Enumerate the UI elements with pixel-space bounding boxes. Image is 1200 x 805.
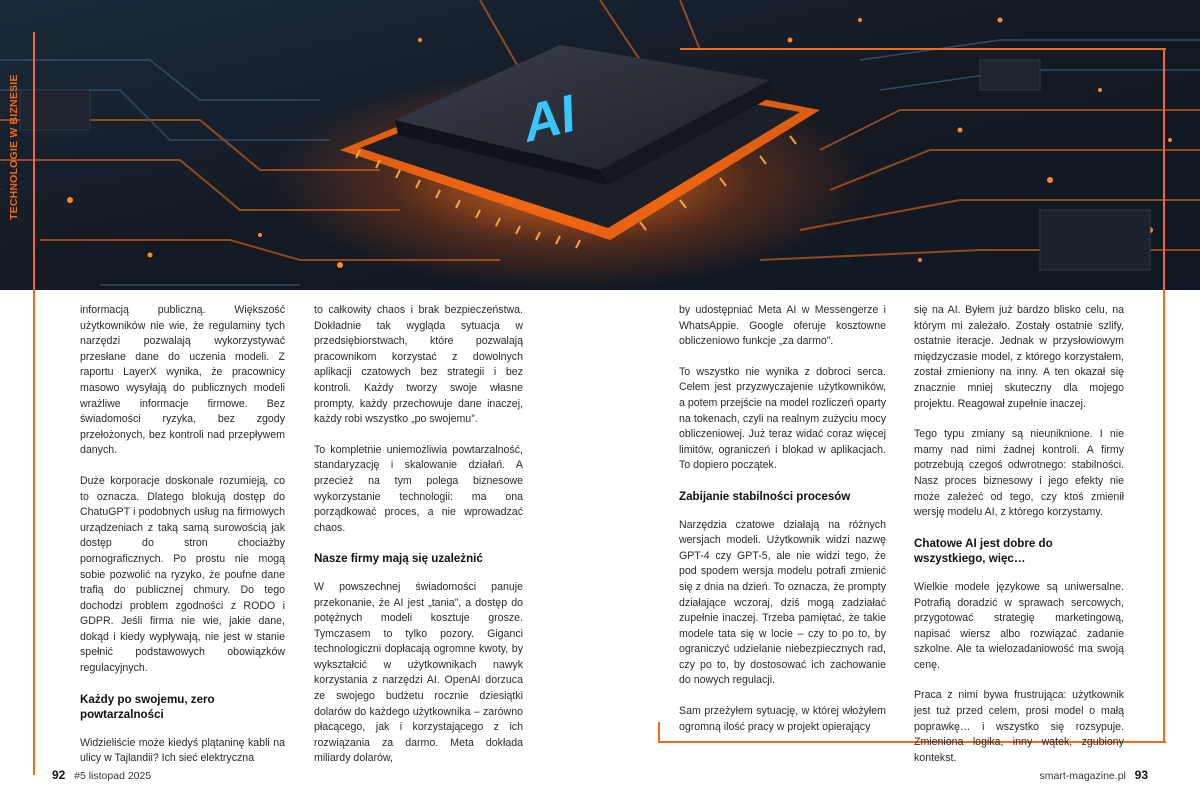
paragraph: się na AI. Byłem już bardzo blisko celu, na którym mi zależało. Zostały ostatnie szlify, ostatnie iteracje. Jednak w przysłowiowym międzyczasie model, z którego korzystałem, został zmieniony na inny. A ten okazał się znacznie mniej skuteczny dla mojego projektu. Reagował zupełnie inaczej. bbox=[914, 304, 1124, 410]
paragraph: Tego typu zmiany są nieuniknione. I nie mamy nad nimi żadnej kontroli. A firmy potrzebują czegoś odwrotnego: stabilności. Nasz proces biznesowy i jego efekty nie może zależeć od tego, czy ktoś zmienił wersję modelu AI, z którego korzystamy. bbox=[914, 428, 1124, 519]
paragraph: by udostępniać Meta AI w Messengerze i WhatsAppie. Google oferuje kosztowne obliczeniowo funkcje „za darmo”. bbox=[679, 304, 886, 348]
right-frame-top bbox=[680, 48, 1166, 50]
paragraph: Praca z nimi bywa frustrująca: użytkownik jest tuż przed celem, prosi model o małą poprawkę… i wszystko się rozsypuje. Zmieniona logika, inny wątek, zgubiony kontekst. bbox=[914, 689, 1124, 764]
article-column-3 bbox=[679, 303, 886, 750]
left-page-number: 92 bbox=[52, 768, 66, 782]
chip-ai-label: AI bbox=[523, 82, 577, 155]
section-tag bbox=[8, 30, 32, 220]
paragraph: Sam przeżyłem sytuację, w której włożyłem ogromną ilość pracy w projekt opierający bbox=[679, 705, 886, 733]
paragraph: Duże korporacje doskonale rozumieją, co to oznacza. Dlatego blokują dostęp do ChatuGPT i podobnych usług na firmowych urządzeniach z taką samą surowością jak dostęp do stron chociażby pornograficznych. Po prostu nie mogą sobie pozwolić na ryzyko, że poufne dane trafią do publicznej chmury. Do tego dochodzi problem zgodności z RODO i GDPR. Jeśli firma nie wie, jakie dane, dokąd i kiedy wypływają, nie jest w stanie spełnić podstawowych obowiązków regulacyjnych. bbox=[80, 474, 285, 675]
hero-image bbox=[0, 0, 1200, 290]
right-folio bbox=[1040, 768, 1149, 782]
paragraph: Wielkie modele językowe są uniwersalne. Potrafią doradzić w sprawach sercowych, przygotować strategię marketingową, napisać wiersz albo rozwiązać zadanie szkolne. Ale ta wielozadaniowość ma swoją cenę. bbox=[914, 580, 1124, 671]
site-url[interactable]: smart-magazine.pl bbox=[1039, 770, 1126, 782]
paragraph: To kompletnie uniemożliwia powtarzalność, standaryzację i skalowanie działań. A przecież na tym polega biznesowe wykorzystanie technologii: ma ona porządkować proces, a nie wprowadzać chaos. bbox=[314, 443, 523, 534]
right-page-number: 93 bbox=[1134, 768, 1148, 782]
section-heading: Chatowe AI jest dobre do wszystkiego, więc… bbox=[914, 536, 1053, 566]
paragraph: W powszechnej świadomości panuje przekonanie, że AI jest „tania”, a dostęp do potężnych modeli kosztuje grosze. Tymczasem to tylko pozory. Giganci technologiczni dopłacają ogromne kwoty, by wykształcić w użytkownikach nawyk korzystania z narzędzi AI. OpenAI dorzuca ze swojego budżetu rocznie dziesiątki dolarów do każdego użytkownika – zarówno płacącego, jak i korzystającego z ich rozwiązania za darmo. Meta dokłada miliardy dolarów, bbox=[314, 580, 523, 765]
right-frame-bottom-tick bbox=[658, 722, 660, 743]
article-column-4 bbox=[914, 303, 1124, 781]
paragraph: to całkowity chaos i brak bezpieczeństwa. Dokładnie tak wygląda sytuacja w przedsiębiorstwach, które pozwalają pracownikom korzystać z dowolnych aplikacji czatowych bez strategii i bez kontroli. Każdy tworzy swoje własne prompty, każdy przechowuje dane inaczej, każdy robi wszystko „po swojemu”. bbox=[314, 304, 523, 426]
issue-info: #5 listopad 2025 bbox=[74, 770, 152, 782]
left-folio bbox=[52, 768, 151, 782]
right-frame-side bbox=[1163, 48, 1165, 743]
paragraph: Narzędzia czatowe działają na różnych wersjach modeli. Użytkownik widzi nazwę GPT-4 czy GPT-5, ale nie widzi tego, że pod spodem wersja modelu potrafi zmienić się z dnia na dzień. To oznacza, że prompty działające wczoraj, dziś mogą zadziałać zupełnie inaczej. Trzeba pamiętać, że takie modele tata się w locie – czy to po to, by ograniczyć udzielanie niebezpiecznych rad, czy po to, by dostosować ich zachowanie do nowych regulacji. bbox=[679, 518, 886, 687]
left-frame-line bbox=[33, 32, 35, 775]
section-heading: Każdy po swojemu, zero powtarzalności bbox=[80, 692, 215, 722]
circuit-board-illustration bbox=[0, 0, 1200, 290]
paragraph: Widzieliście może kiedyś plątaninę kabli na ulicy w Tajlandii? Ich sieć elektryczna bbox=[80, 736, 285, 765]
article-column-1 bbox=[80, 303, 285, 782]
section-heading: Zabijanie stabilności procesów bbox=[679, 489, 851, 503]
paragraph: To wszystko nie wynika z dobroci serca. Celem jest przyzwyczajenie użytkowników, a potem przejście na model rozliczeń oparty na tokenach, czyli na realnym zużyciu mocy obliczeniowej. Już teraz widać coraz więcej limitów, ograniczeń i blokad w aplikacjach. To dopiero początek. bbox=[679, 365, 886, 472]
section-tag-text: TECHNOLOGIE W BIZNESIE bbox=[8, 74, 20, 220]
paragraph: informacją publiczną. Większość użytkowników nie wie, że regulaminy tych narzędzi pozwalają wykorzystywać przesłane dane do uczenia modeli. Z raportu LayerX wynika, że pracownicy masowo wysyłają do publicznych modeli wrażliwe informacje firmowe. Bez świadomości ryzyka, bez zgody przełożonych, bez kontroli nad przepływem danych. bbox=[80, 304, 285, 457]
article-column-2 bbox=[314, 303, 523, 782]
section-heading: Nasze firmy mają się uzależnić bbox=[314, 552, 483, 566]
